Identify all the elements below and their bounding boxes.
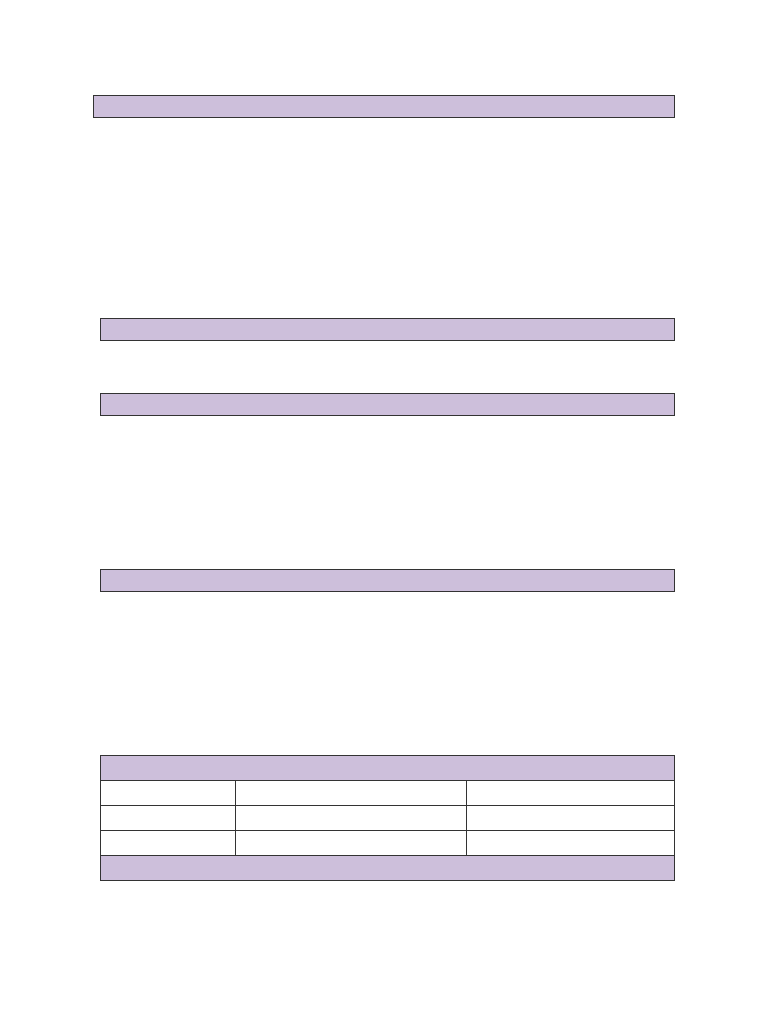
bullet-arrow-icon bbox=[115, 205, 125, 216]
table-row bbox=[101, 806, 675, 831]
section-experience-header bbox=[100, 393, 675, 416]
bullet-arrow-icon bbox=[115, 536, 125, 547]
bullet-arrow-icon bbox=[115, 632, 125, 643]
language-level bbox=[467, 781, 675, 806]
bullet-arrow-icon bbox=[115, 138, 125, 149]
table-row bbox=[101, 781, 675, 806]
language-name bbox=[101, 781, 236, 806]
bullet-arrow-icon bbox=[115, 460, 125, 471]
language-level bbox=[467, 831, 675, 856]
section-personal-header bbox=[93, 95, 675, 118]
bullet-arrow-icon bbox=[115, 658, 125, 669]
language-name bbox=[101, 831, 236, 856]
section-qualities-header bbox=[100, 569, 675, 592]
language-skills bbox=[235, 781, 467, 806]
bullet-arrow-icon bbox=[115, 709, 125, 720]
language-skills bbox=[235, 806, 467, 831]
bullet-arrow-icon bbox=[115, 607, 125, 618]
language-skills bbox=[235, 831, 467, 856]
bullet-arrow-icon bbox=[115, 511, 125, 522]
language-level bbox=[467, 806, 675, 831]
bullet-arrow-icon bbox=[115, 222, 125, 233]
bullet-arrow-icon bbox=[115, 172, 125, 183]
contacts-header-row bbox=[101, 856, 675, 881]
languages-table bbox=[100, 755, 675, 881]
bullet-arrow-icon bbox=[115, 683, 125, 694]
bullet-arrow-icon bbox=[115, 272, 125, 283]
languages-header-row bbox=[101, 756, 675, 781]
bullet-arrow-icon bbox=[115, 155, 125, 166]
bullet-arrow-icon bbox=[115, 734, 125, 745]
section-contacts-header bbox=[101, 856, 675, 881]
bullet-arrow-icon bbox=[115, 256, 125, 267]
bullet-arrow-icon bbox=[115, 485, 125, 496]
bullet-arrow-icon bbox=[115, 188, 125, 199]
bullet-arrow-icon bbox=[115, 289, 125, 300]
bullet-arrow-icon bbox=[115, 239, 125, 250]
language-name bbox=[101, 806, 236, 831]
table-row bbox=[101, 831, 675, 856]
section-languages-header bbox=[101, 756, 675, 781]
section-education-header bbox=[100, 318, 675, 341]
bullet-arrow-icon bbox=[115, 435, 125, 446]
bullet-arrow-icon bbox=[139, 359, 149, 370]
